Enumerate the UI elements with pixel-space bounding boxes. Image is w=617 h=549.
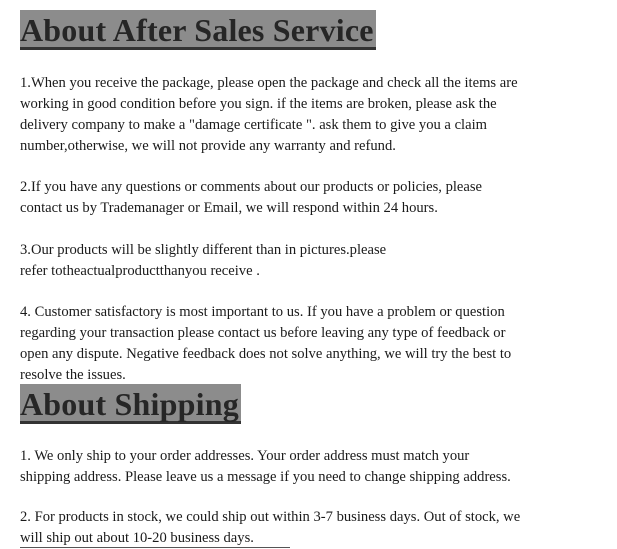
after-sales-paragraph-3: 3.Our products will be slightly different than in pictures.please refer totheactualproductthanyou receive . [20, 242, 387, 279]
shipping-heading: About Shipping [20, 386, 239, 422]
after-sales-heading: About After Sales Service [20, 12, 374, 48]
shipping-paragraph-2: 2. For products in stock, we could ship out within 3-7 business days. Out of stock, we will ship out about 10-20 business days. [20, 509, 521, 546]
bottom-underline [20, 547, 290, 548]
after-sales-paragraph-2: 2.If you have any questions or comments about our products or policies, please contact us by Trademanager or Email, we will respond within 24 hours. [20, 179, 483, 216]
after-sales-paragraph-4: 4. Customer satisfactory is most important to us. If you have a problem or question regarding your transaction please contact us before leaving any type of feedback or open any dispute. Negative feedback does not solve anything, we will try the best to resolve the issues. [20, 304, 512, 383]
after-sales-paragraph-1: 1.When you receive the package, please open the package and check all the items are working in good condition before you sign. if the items are broken, please ask the delivery company to make a "damage certificate ". ask them to give you a claim number,otherwise, we will not provide any warranty and refund. [20, 75, 518, 154]
shipping-paragraph-1: 1. We only ship to your order addresses. Your order address must match your shipping address. Please leave us a message if you need to change shipping address. [20, 448, 511, 485]
